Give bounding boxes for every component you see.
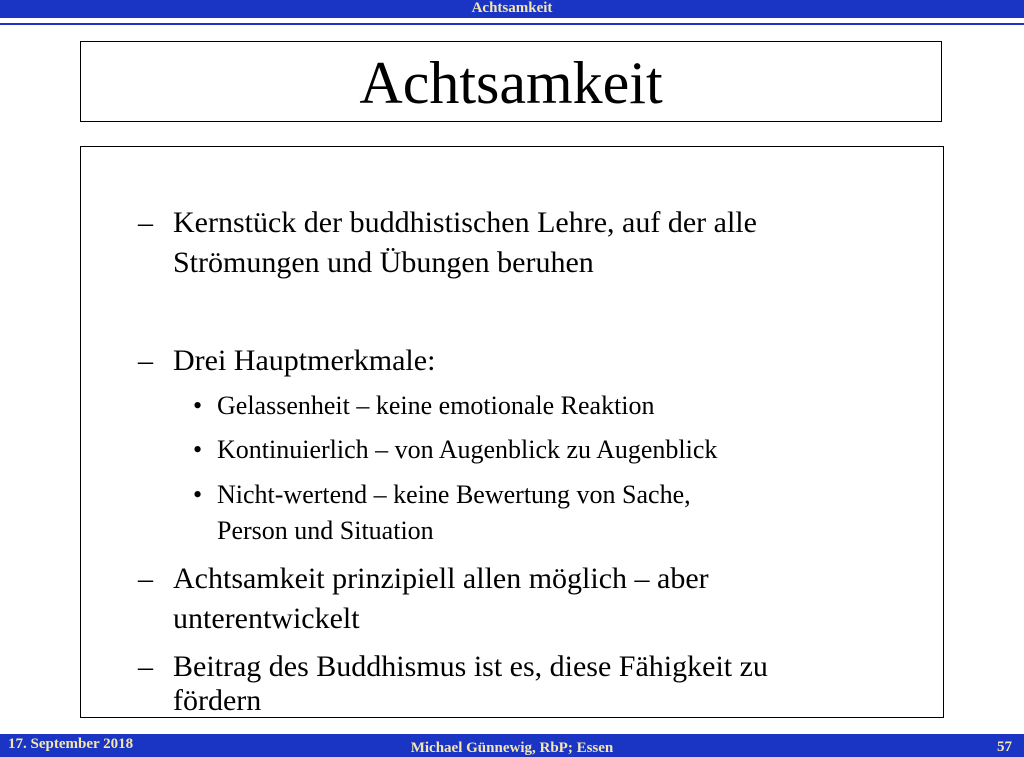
dash-marker: – xyxy=(138,344,153,377)
slide-title: Achtsamkeit xyxy=(359,49,663,116)
bullet-item xyxy=(138,341,435,381)
bullet-line: unterentwickelt xyxy=(173,602,360,635)
bullet-dot-marker: • xyxy=(193,480,203,509)
bullet-line: fördern xyxy=(173,684,262,717)
sub-bullet-item xyxy=(193,387,655,425)
bullet-dot-marker: • xyxy=(193,435,203,464)
bullet-line: Kernstück der buddhistischen Lehre, auf der alle xyxy=(173,206,757,239)
dash-marker: – xyxy=(138,562,153,595)
slide-content-box xyxy=(80,146,944,718)
bullet-dot-marker: • xyxy=(193,391,203,420)
bullet-item xyxy=(138,647,768,715)
dash-marker: – xyxy=(138,206,153,239)
footer-date: 17. September 2018 xyxy=(8,736,134,752)
bullet-line: Drei Hauptmerkmale: xyxy=(173,344,436,377)
header-title: Achtsamkeit xyxy=(471,0,553,16)
bullet-line: Strömungen und Übungen beruhen xyxy=(173,246,594,279)
page-number: 57 xyxy=(997,739,1012,755)
header-bar xyxy=(0,0,1024,18)
footer-author: Michael Günnewig, RbP; Essen xyxy=(410,740,614,756)
sub-bullet-item xyxy=(193,477,691,549)
bullet-item xyxy=(138,203,757,283)
dash-marker: – xyxy=(138,650,153,683)
slide-title-box xyxy=(80,41,942,122)
sub-bullet-line: Kontinuierlich – von Augenblick zu Augenblick xyxy=(217,435,718,464)
sub-bullet-item xyxy=(193,431,717,469)
bullet-item xyxy=(138,559,709,639)
sub-bullet-line: Gelassenheit – keine emotionale Reaktion xyxy=(217,391,655,420)
bullet-line: Achtsamkeit prinzipiell allen möglich – aber xyxy=(173,562,709,595)
header-rule xyxy=(0,18,1024,25)
sub-bullet-line: Nicht-wertend – keine Bewertung von Sache, xyxy=(217,480,691,509)
bullet-line: Beitrag des Buddhismus ist es, diese Fähigkeit zu xyxy=(173,650,768,683)
footer-bar xyxy=(0,734,1024,757)
sub-bullet-line: Person und Situation xyxy=(217,516,434,545)
